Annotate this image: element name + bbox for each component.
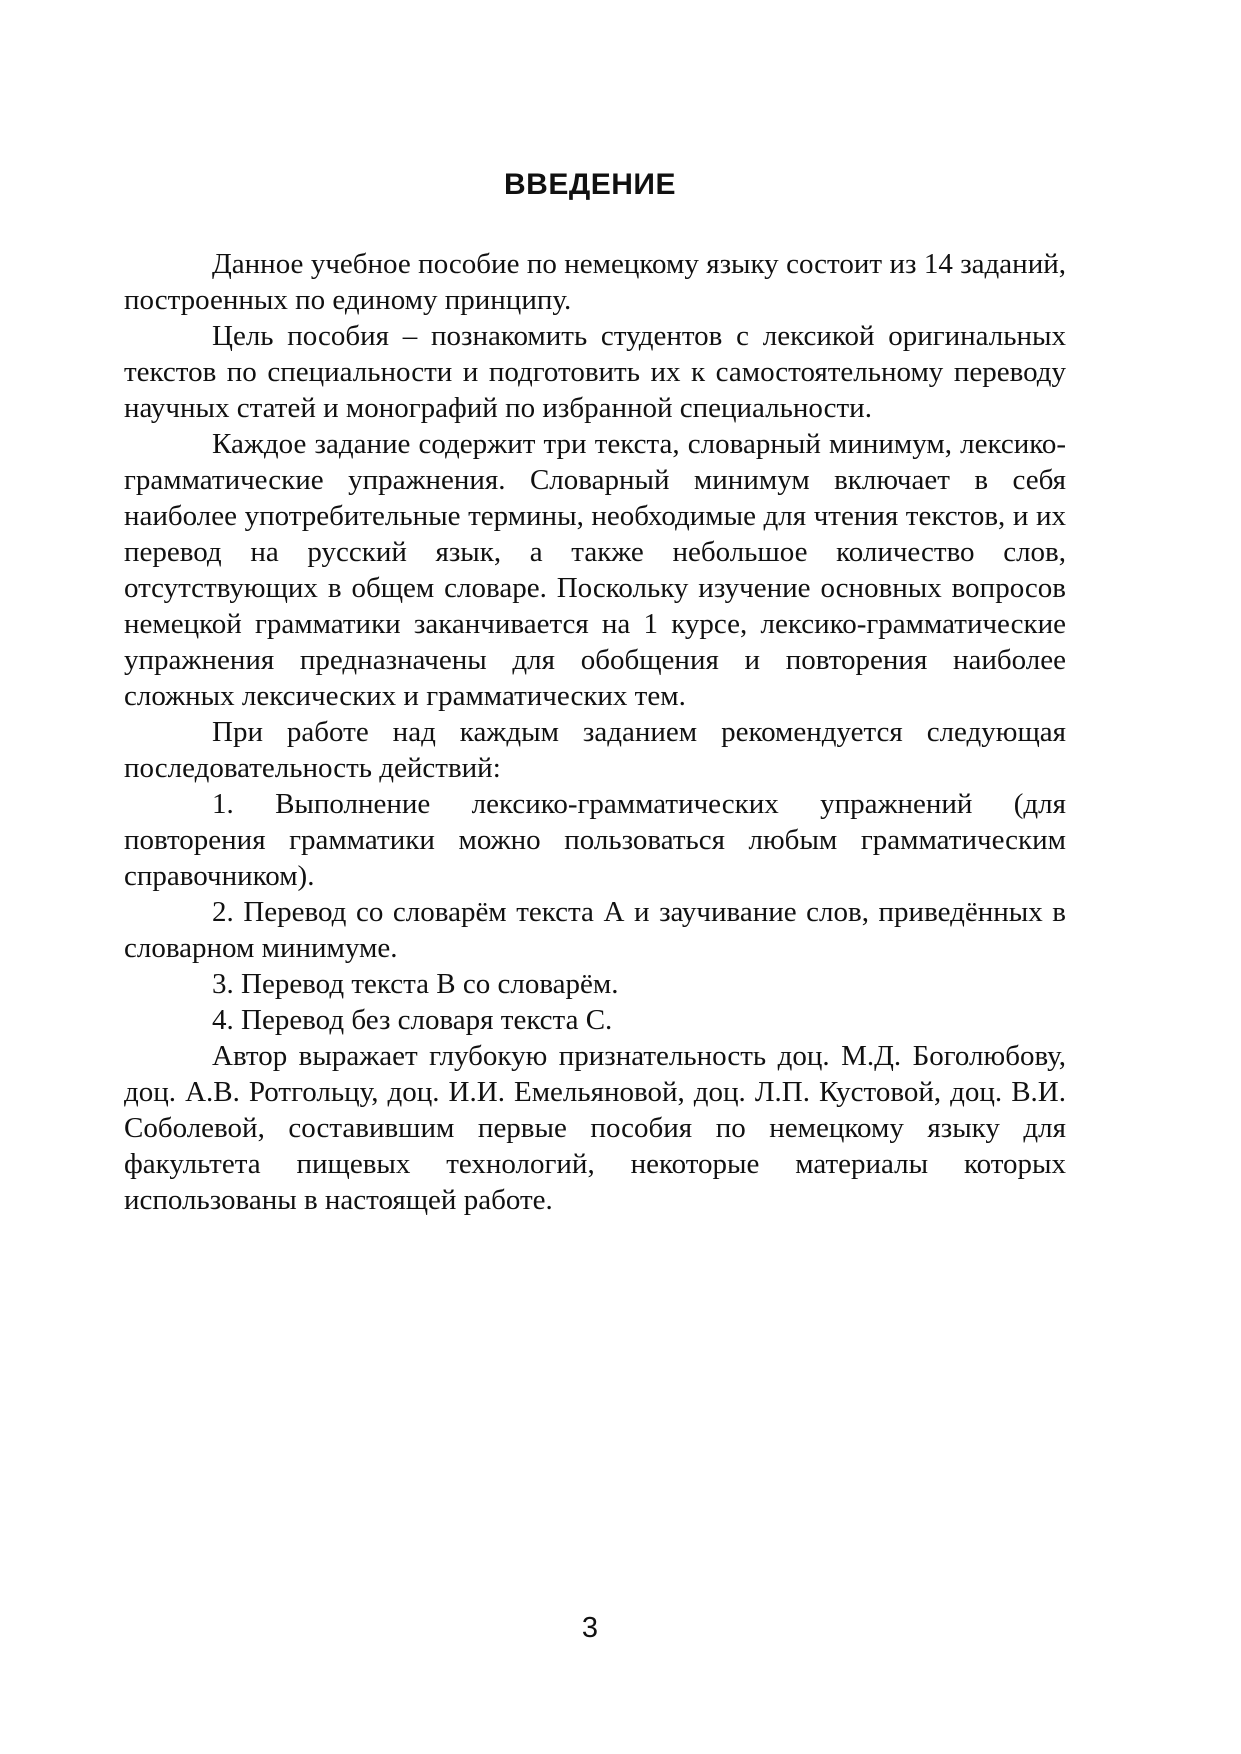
list-item-step-4: 4. Перевод без словаря текста С.: [212, 1004, 613, 1036]
page-number: 3: [581, 1612, 599, 1644]
list-item-step-2: 2. Перевод со словарём текста А и заучивание слов, приведённых в словарном минимуме.: [124, 896, 1066, 964]
paragraph-intro: Данное учебное пособие по немецкому языку состоит из 14 заданий, построенных по единому принципу.: [124, 248, 1066, 316]
paragraph-goal: Цель пособия – познакомить студентов с лексикой оригинальных текстов по специальности и подготовить их к самостоятельному переводу научных статей и монографий по избранной специальности.: [124, 320, 1066, 424]
paragraph-recommendation: При работе над каждым заданием рекомендуется следующая последовательность действий:: [124, 716, 1066, 784]
body-text: [124, 246, 1066, 1218]
list-item-step-1: 1. Выполнение лексико-грамматических упражнений (для повторения грамматики можно пользоваться любым грамматическим справочником).: [124, 788, 1066, 892]
paragraph-structure: Каждое задание содержит три текста, словарный минимум, лексико-грамматические упражнения. Словарный минимум включает в себя наиболее употребительные термины, необходимые для чтения текстов, и их перевод на русский язык, а также небольшое количество слов, отсутствующих в общем словаре. Поскольку изучение основных вопросов немецкой грамматики заканчивается на 1 курсе, лексико-грамматические упражнения предназначены для обобщения и повторения наиболее сложных лексических и грамматических тем.: [124, 428, 1066, 712]
list-item-step-3: 3. Перевод текста В со словарём.: [212, 968, 619, 1000]
page-title: ВВЕДЕНИЕ: [504, 168, 676, 201]
paragraph-acknowledgements: Автор выражает глубокую признательность доц. М.Д. Боголюбову, доц. А.В. Ротгольцу, доц. И.И. Емельяновой, доц. Л.П. Кустовой, доц. В.И. Соболевой, составившим первые пособия по немецкому языку для факультета пищевых технологий, некоторые материалы которых использованы в настоящей работе.: [124, 1040, 1066, 1216]
